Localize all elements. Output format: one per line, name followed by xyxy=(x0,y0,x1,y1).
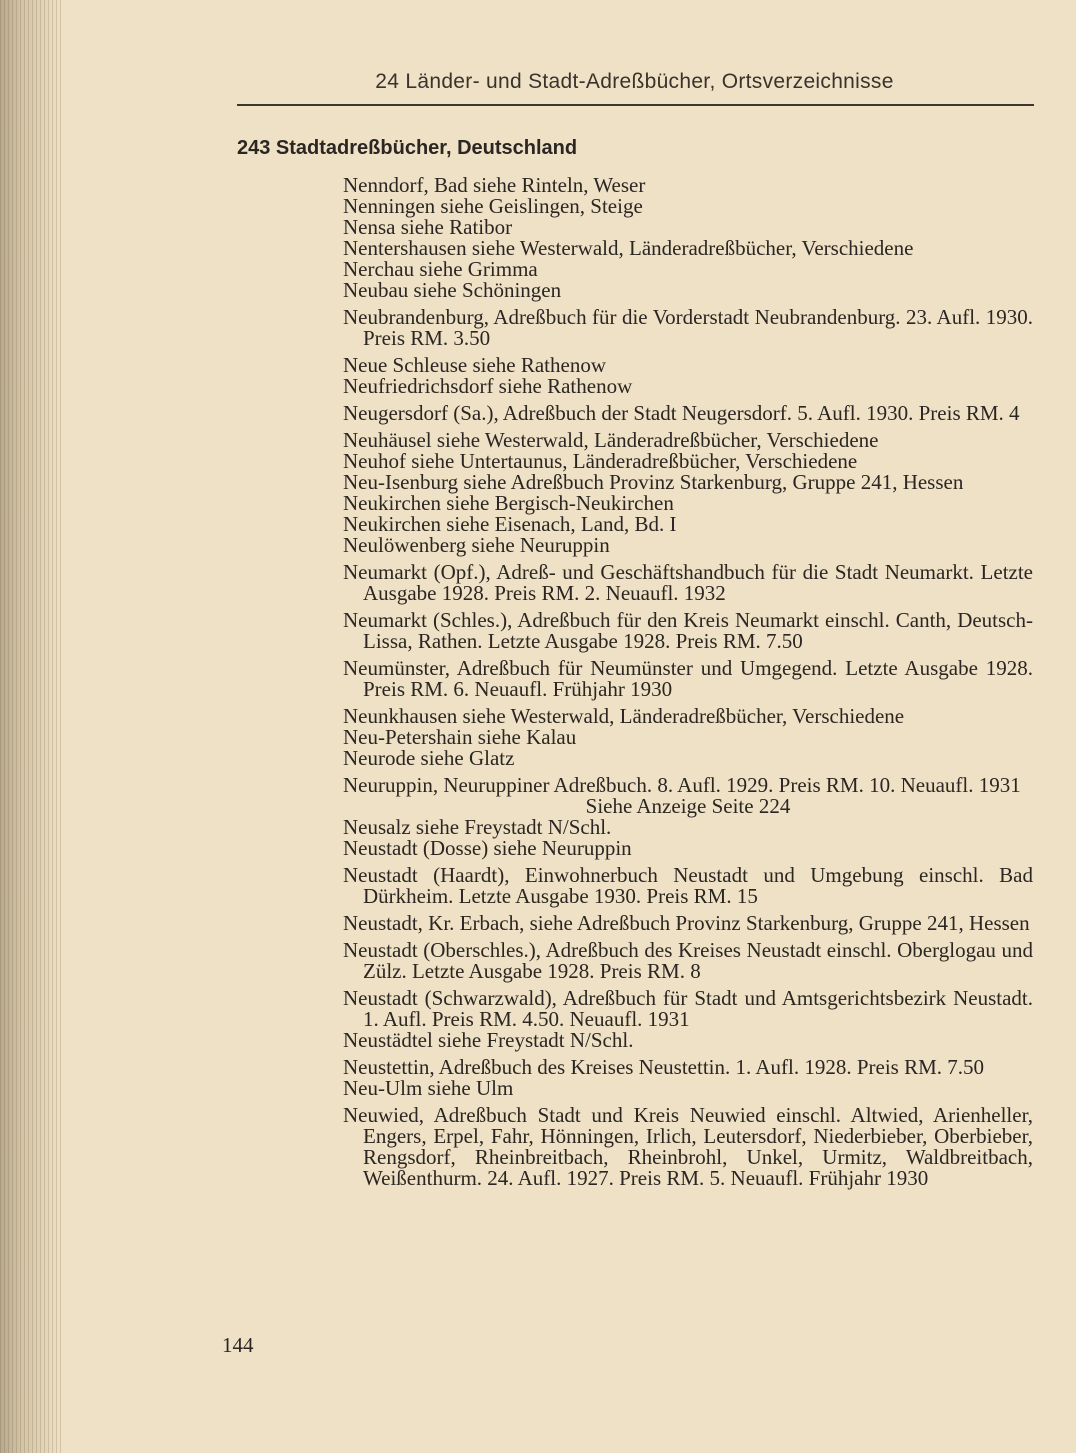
entry: Neu-Petershain siehe Kalau xyxy=(343,725,577,749)
entry: Nentershausen siehe Westerwald, Länderadreßbücher, Verschiedene xyxy=(343,236,914,260)
entry: Neustädtel siehe Freystadt N/Schl. xyxy=(343,1028,634,1052)
running-head: 24 Länder- und Stadt-Adreßbücher, Ortsverzeichnisse xyxy=(375,70,894,93)
entry: Neubrandenburg, Adreßbuch für die Vorderstadt Neubrandenburg. 23. Aufl. 1930. Preis RM. 3.50 xyxy=(343,305,1033,350)
entry: Neuhäusel siehe Westerwald, Länderadreßbücher, Verschiedene xyxy=(343,428,879,452)
entry-list xyxy=(343,175,1033,1189)
entry: Neufriedrichsdorf siehe Rathenow xyxy=(343,374,633,398)
entry: Neumünster, Adreßbuch für Neumünster und Umgegend. Letzte Ausgabe 1928. Preis RM. 6. Neuaufl. Frühjahr 1930 xyxy=(343,656,1033,701)
advertisement-reference: Siehe Anzeige Seite 224 xyxy=(585,794,791,818)
entry: Neustadt, Kr. Erbach, siehe Adreßbuch Provinz Starkenburg, Gruppe 241, Hessen xyxy=(343,911,1030,935)
entry: Neunkhausen siehe Westerwald, Länderadreßbücher, Verschiedene xyxy=(343,704,905,728)
entry: Neustettin, Adreßbuch des Kreises Neustettin. 1. Aufl. 1928. Preis RM. 7.50 xyxy=(343,1055,985,1079)
entry: Neustadt (Oberschles.), Adreßbuch des Kreises Neustadt einschl. Oberglogau und Zülz. Letzte Ausgabe 1928. Preis RM. 8 xyxy=(343,938,1033,983)
entry: Neuhof siehe Untertaunus, Länderadreßbücher, Verschiedene xyxy=(343,449,858,473)
entry: Neustadt (Dosse) siehe Neuruppin xyxy=(343,836,632,860)
entry: Neumarkt (Opf.), Adreß- und Geschäftshandbuch für die Stadt Neumarkt. Letzte Ausgabe 1928. Preis RM. 2. Neuaufl. 1932 xyxy=(343,560,1033,605)
entry: Nerchau siehe Grimma xyxy=(343,257,538,281)
entry: Nenningen siehe Geislingen, Steige xyxy=(343,194,643,218)
entry: Neukirchen siehe Bergisch-Neukirchen xyxy=(343,491,674,515)
entry: Neustadt (Schwarzwald), Adreßbuch für Stadt und Amtsgerichtsbezirk Neustadt. 1. Aufl. Preis RM. 4.50. Neuaufl. 1931 xyxy=(343,986,1033,1031)
entry: Neuruppin, Neuruppiner Adreßbuch. 8. Aufl. 1929. Preis RM. 10. Neuaufl. 1931 xyxy=(343,773,1021,797)
header-rule xyxy=(237,104,1034,106)
entry: Neurode siehe Glatz xyxy=(343,746,515,770)
entry: Neu-Isenburg siehe Adreßbuch Provinz Starkenburg, Gruppe 241, Hessen xyxy=(343,470,964,494)
page-number: 144 xyxy=(222,1333,254,1357)
entry: Neumarkt (Schles.), Adreßbuch für den Kreis Neumarkt einschl. Canth, Deutsch-Lissa, Rathen. Letzte Ausgabe 1928. Preis RM. 7.50 xyxy=(343,608,1033,653)
entry: Neusalz siehe Freystadt N/Schl. xyxy=(343,815,612,839)
entry: Neuwied, Adreßbuch Stadt und Kreis Neuwied einschl. Altwied, Arienheller, Engers, Erpel, Fahr, Hönningen, Irlich, Leutersdorf, Niederbieber, Oberbieber, Rengsdorf, Rheinbreitbach, Rheinbrohl, Unkel, Urmitz, Waldbreitbach, Weißenthurm. 24. Aufl. 1927. Preis RM. 5. Neuaufl. Frühjahr 1930 xyxy=(343,1103,1033,1190)
book-gutter xyxy=(0,0,62,1453)
entry: Neue Schleuse siehe Rathenow xyxy=(343,353,607,377)
entry: Neustadt (Haardt), Einwohnerbuch Neustadt und Umgebung einschl. Bad Dürkheim. Letzte Ausgabe 1930. Preis RM. 15 xyxy=(343,863,1033,908)
entry: Neubau siehe Schöningen xyxy=(343,278,562,302)
entry: Neukirchen siehe Eisenach, Land, Bd. I xyxy=(343,512,677,536)
entry: Neulöwenberg siehe Neuruppin xyxy=(343,533,610,557)
entry: Nenndorf, Bad siehe Rinteln, Weser xyxy=(343,173,646,197)
entry: Nensa siehe Ratibor xyxy=(343,215,513,239)
section-heading: 243 Stadtadreßbücher, Deutschland xyxy=(237,137,578,159)
entry: Neugersdorf (Sa.), Adreßbuch der Stadt Neugersdorf. 5. Aufl. 1930. Preis RM. 4 xyxy=(343,401,1020,425)
entry: Neu-Ulm siehe Ulm xyxy=(343,1076,514,1100)
